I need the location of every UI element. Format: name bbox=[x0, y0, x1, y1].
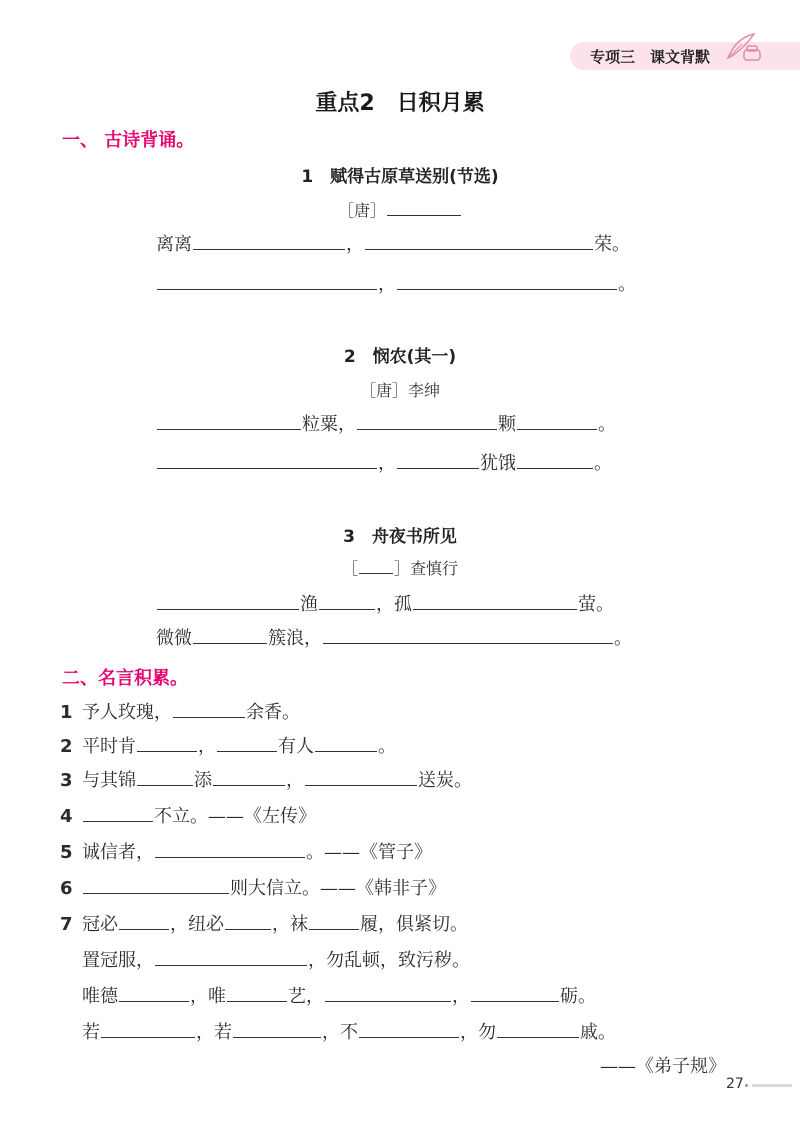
quote-text: ，袜 bbox=[272, 914, 308, 935]
quote-text: ，唯 bbox=[190, 986, 226, 1007]
quote-text: ，勿 bbox=[460, 1022, 496, 1043]
quote-text: 予人玫瑰， bbox=[82, 702, 172, 723]
quote-text: 添 bbox=[194, 770, 212, 791]
poem-line bbox=[156, 412, 616, 438]
poem-text: 粒粟， bbox=[302, 414, 356, 435]
poem-title: 2 悯农(其一) bbox=[343, 347, 457, 367]
quote-text: 置冠服， bbox=[82, 950, 154, 971]
quote-text: ，不 bbox=[322, 1022, 358, 1043]
quote-item bbox=[60, 768, 472, 794]
answer-blank[interactable] bbox=[233, 1036, 321, 1038]
poem-text: ， bbox=[378, 453, 396, 474]
answer-blank[interactable] bbox=[101, 1036, 195, 1038]
quote-text: 艺， bbox=[288, 986, 324, 1007]
answer-blank[interactable] bbox=[315, 750, 377, 752]
page-number: 27 bbox=[726, 1076, 744, 1092]
poem-text: 萤。 bbox=[578, 594, 614, 615]
quote-item-continuation bbox=[82, 984, 596, 1010]
quote-text: ，若 bbox=[196, 1022, 232, 1043]
poem-text: 犹饿 bbox=[480, 453, 516, 474]
header-section-label: 专项三 课文背默 bbox=[590, 48, 711, 66]
answer-blank[interactable] bbox=[319, 608, 375, 610]
poem-dynasty: ［唐］ bbox=[359, 381, 408, 400]
quote-text: ，纽必 bbox=[170, 914, 224, 935]
answer-blank[interactable] bbox=[323, 642, 613, 644]
quote-item bbox=[60, 912, 468, 938]
quote-text: 戚。 bbox=[580, 1022, 616, 1043]
section-heading-quotes: 二、名言积累。 bbox=[62, 668, 188, 689]
answer-blank[interactable] bbox=[173, 716, 245, 718]
quote-item bbox=[60, 734, 396, 760]
poem-text: 。 bbox=[614, 628, 632, 649]
poem-text: ，孤 bbox=[376, 594, 412, 615]
quote-item-continuation bbox=[82, 1020, 616, 1046]
feather-pen-icon bbox=[722, 30, 766, 64]
answer-blank[interactable] bbox=[217, 750, 277, 752]
answer-blank[interactable] bbox=[213, 784, 285, 786]
answer-blank[interactable] bbox=[517, 428, 597, 430]
quote-source: ——《弟子规》 bbox=[600, 1056, 726, 1077]
poem-dynasty: ［唐］ bbox=[337, 201, 386, 220]
page-bar-decoration bbox=[752, 1084, 792, 1087]
quote-item bbox=[60, 876, 446, 902]
poem-text: 渔 bbox=[300, 594, 318, 615]
quote-text: 砺。 bbox=[560, 986, 596, 1007]
quote-item bbox=[60, 840, 432, 866]
answer-blank[interactable] bbox=[157, 428, 301, 430]
poem-dynasty-close: ］ bbox=[393, 559, 410, 578]
item-number: 4 bbox=[60, 806, 73, 827]
quote-text: 。——《管子》 bbox=[306, 842, 432, 863]
quote-text: 履，俱紧切。 bbox=[360, 914, 468, 935]
answer-blank[interactable] bbox=[359, 1036, 459, 1038]
quote-text: ， bbox=[452, 986, 470, 1007]
answer-blank[interactable] bbox=[155, 964, 307, 966]
answer-blank[interactable] bbox=[357, 428, 497, 430]
quote-text: 冠必 bbox=[82, 914, 118, 935]
answer-blank[interactable] bbox=[137, 750, 197, 752]
poem-author: 李绅 bbox=[408, 381, 441, 400]
quote-text: 则大信立。——《韩非子》 bbox=[230, 878, 446, 899]
answer-blank[interactable] bbox=[83, 892, 229, 894]
item-number: 2 bbox=[60, 736, 73, 757]
answer-blank[interactable] bbox=[157, 288, 377, 290]
page-title: 重点2 日积月累 bbox=[315, 91, 485, 116]
answer-blank[interactable] bbox=[119, 1000, 189, 1002]
answer-blank[interactable] bbox=[193, 248, 345, 250]
item-number: 7 bbox=[60, 914, 73, 935]
poem-line bbox=[156, 451, 612, 477]
answer-blank[interactable] bbox=[193, 642, 267, 644]
answer-blank[interactable] bbox=[397, 467, 479, 469]
answer-blank[interactable] bbox=[83, 820, 153, 822]
poem-title: 3 舟夜书所见 bbox=[343, 527, 457, 547]
poem-author: 查慎行 bbox=[410, 559, 459, 578]
quote-text: 与其锦 bbox=[82, 770, 136, 791]
answer-blank[interactable] bbox=[225, 928, 271, 930]
poem-author-line bbox=[0, 378, 800, 401]
poem-text: 离离 bbox=[156, 234, 192, 255]
answer-blank[interactable] bbox=[309, 928, 359, 930]
quote-text: 若 bbox=[82, 1022, 100, 1043]
answer-blank[interactable] bbox=[397, 288, 617, 290]
answer-blank[interactable] bbox=[155, 856, 305, 858]
quote-item bbox=[60, 804, 316, 830]
poem-text: 。 bbox=[594, 453, 612, 474]
item-number: 5 bbox=[60, 842, 73, 863]
answer-blank[interactable] bbox=[387, 214, 461, 216]
item-number: 1 bbox=[60, 702, 73, 723]
quote-text: 送炭。 bbox=[418, 770, 472, 791]
poem-text: 荣。 bbox=[594, 234, 630, 255]
quote-text: 平时肯 bbox=[82, 736, 136, 757]
quote-item-continuation bbox=[82, 948, 470, 974]
answer-blank[interactable] bbox=[305, 784, 417, 786]
quote-text: 唯德 bbox=[82, 986, 118, 1007]
item-number: 3 bbox=[60, 770, 73, 791]
poem-text: 。 bbox=[598, 414, 616, 435]
poem-title: 1 赋得古原草送别(节选) bbox=[301, 167, 499, 187]
quote-text: ， bbox=[198, 736, 216, 757]
answer-blank[interactable] bbox=[471, 1000, 559, 1002]
quote-text: ，勿乱顿，致污秽。 bbox=[308, 950, 470, 971]
poem-line: 离离 ， 荣。 bbox=[156, 234, 630, 255]
section-heading-poems: 一、 古诗背诵。 bbox=[62, 130, 195, 151]
poem-author-line bbox=[0, 198, 800, 221]
answer-blank[interactable] bbox=[137, 784, 193, 786]
answer-blank[interactable] bbox=[497, 1036, 579, 1038]
answer-blank[interactable] bbox=[157, 467, 377, 469]
poem-text: 微微 bbox=[156, 628, 192, 649]
answer-blank[interactable] bbox=[413, 608, 577, 610]
answer-blank[interactable] bbox=[359, 572, 393, 574]
poem-line bbox=[156, 592, 614, 618]
answer-blank[interactable] bbox=[517, 467, 593, 469]
quote-text: 。 bbox=[378, 736, 396, 757]
poem-text: 颗 bbox=[498, 414, 516, 435]
poem-dynasty-open: ［ bbox=[341, 559, 358, 578]
answer-blank[interactable] bbox=[227, 1000, 287, 1002]
answer-blank[interactable] bbox=[365, 248, 593, 250]
answer-blank[interactable] bbox=[325, 1000, 451, 1002]
page-dot-decoration bbox=[745, 1084, 748, 1087]
quote-text: 余香。 bbox=[246, 702, 300, 723]
answer-blank[interactable] bbox=[157, 608, 299, 610]
quote-text: 不立。——《左传》 bbox=[154, 806, 316, 827]
quote-text: ， bbox=[286, 770, 304, 791]
poem-text: 簇浪， bbox=[268, 628, 322, 649]
quote-text: 诚信者， bbox=[82, 842, 154, 863]
item-number: 6 bbox=[60, 878, 73, 899]
poem-line bbox=[156, 626, 632, 652]
quote-text: 有人 bbox=[278, 736, 314, 757]
answer-blank[interactable] bbox=[119, 928, 169, 930]
poem-line: ， 。 bbox=[156, 272, 636, 298]
poem-author-line bbox=[0, 556, 800, 579]
quote-item bbox=[60, 700, 300, 726]
